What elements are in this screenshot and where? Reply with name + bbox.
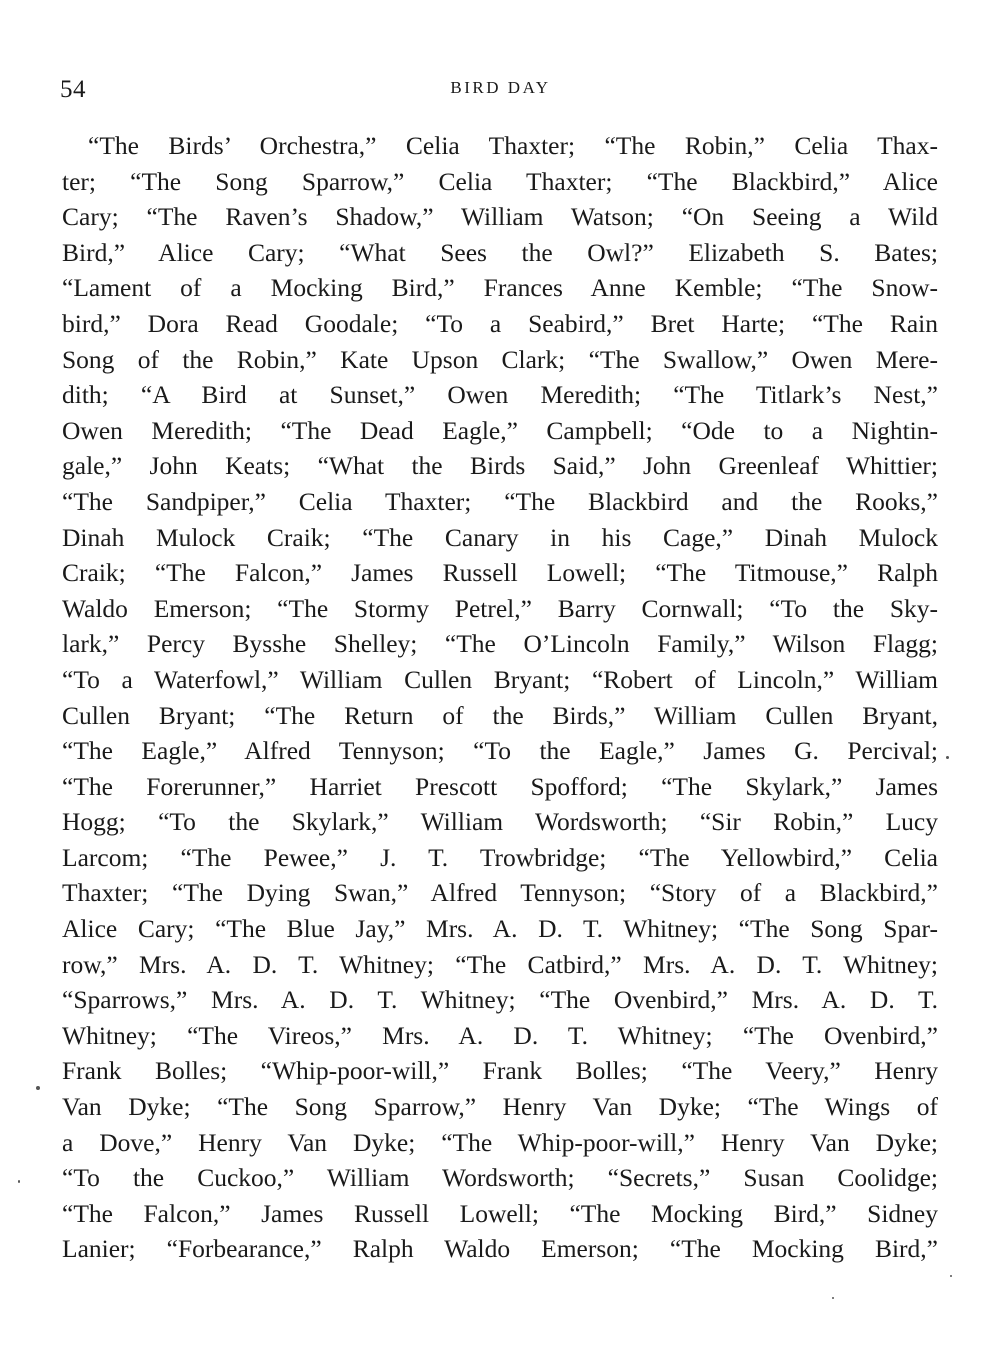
text-line: “The Sandpiper,” Celia Thaxter; “The Blackbird and the Rooks,” (62, 486, 938, 516)
text-line: “The Birds’ Orchestra,” Celia Thaxter; “The Robin,” Celia Thax- (88, 131, 938, 160)
text-line: Whitney; “The Vireos,” Mrs. A. D. T. Whitney; “The Ovenbird,” (62, 1020, 938, 1050)
scan-speck (36, 1086, 40, 1090)
text-line: bird,” Dora Read Goodale; “To a Seabird,” Bret Harte; “The Rain (62, 308, 938, 338)
scan-speck (832, 1297, 834, 1299)
text-line: dith; “A Bird at Sunset,” Owen Meredith; “The Titlark’s Nest,” (62, 380, 938, 410)
page-number: 54 (60, 76, 86, 103)
text-line: row,” Mrs. A. D. T. Whitney; “The Catbird,” Mrs. A. D. T. Whitney; (62, 949, 938, 979)
text-line: Waldo Emerson; “The Stormy Petrel,” Barry Cornwall; “To the Sky- (62, 593, 938, 623)
text-line: Cary; “The Raven’s Shadow,” William Watson; “On Seeing a Wild (62, 202, 938, 232)
text-line: Owen Meredith; “The Dead Eagle,” Campbell; “Ode to a Nightin- (62, 415, 938, 445)
text-line: Dinah Mulock Craik; “The Canary in his Cage,” Dinah Mulock (62, 522, 938, 552)
text-line: “To a Waterfowl,” William Cullen Bryant; “Robert of Lincoln,” William (62, 664, 938, 694)
text-line: Alice Cary; “The Blue Jay,” Mrs. A. D. T. Whitney; “The Song Spar- (62, 914, 938, 944)
scan-speck (946, 756, 949, 759)
text-line: “To the Cuckoo,” William Wordsworth; “Secrets,” Susan Coolidge; (62, 1163, 938, 1193)
text-line: Larcom; “The Pewee,” J. T. Trowbridge; “The Yellowbird,” Celia (62, 842, 938, 872)
text-line: Van Dyke; “The Song Sparrow,” Henry Van Dyke; “The Wings of (62, 1092, 938, 1122)
text-line: lark,” Percy Bysshe Shelley; “The O’Lincoln Family,” Wilson Flagg; (62, 629, 938, 659)
text-line: Lanier; “Forbearance,” Ralph Waldo Emerson; “The Mocking Bird,” (62, 1234, 938, 1264)
scan-speck (18, 1180, 20, 1183)
text-line: “Sparrows,” Mrs. A. D. T. Whitney; “The Ovenbird,” Mrs. A. D. T. (62, 985, 938, 1015)
text-line: Frank Bolles; “Whip-poor-will,” Frank Bolles; “The Veery,” Henry (62, 1056, 938, 1086)
scan-speck (950, 1275, 952, 1277)
text-line: a Dove,” Henry Van Dyke; “The Whip-poor-will,” Henry Van Dyke; (62, 1127, 938, 1157)
text-line: ter; “The Song Sparrow,” Celia Thaxter; “The Blackbird,” Alice (62, 166, 938, 196)
running-title: BIRD DAY (450, 78, 551, 97)
text-line: Cullen Bryant; “The Return of the Birds,” William Cullen Bryant, (62, 700, 938, 730)
text-line: Hogg; “To the Skylark,” William Wordsworth; “Sir Robin,” Lucy (62, 807, 938, 837)
text-line: “The Forerunner,” Harriet Prescott Spofford; “The Skylark,” James (62, 771, 938, 801)
body-paragraph (62, 128, 938, 1267)
text-line: Thaxter; “The Dying Swan,” Alfred Tennyson; “Story of a Blackbird,” (62, 878, 938, 908)
text-line: Song of the Robin,” Kate Upson Clark; “The Swallow,” Owen Mere- (62, 344, 938, 374)
text-line: “Lament of a Mocking Bird,” Frances Anne Kemble; “The Snow- (62, 273, 938, 303)
text-line: Bird,” Alice Cary; “What Sees the Owl?” Elizabeth S. Bates; (62, 237, 938, 267)
text-line: “The Eagle,” Alfred Tennyson; “To the Eagle,” James G. Percival; (62, 736, 938, 766)
text-line: gale,” John Keats; “What the Birds Said,” John Greenleaf Whittier; (62, 451, 938, 481)
text-line: Craik; “The Falcon,” James Russell Lowell; “The Titmouse,” Ralph (62, 558, 938, 588)
text-line: “The Falcon,” James Russell Lowell; “The Mocking Bird,” Sidney (62, 1198, 938, 1228)
